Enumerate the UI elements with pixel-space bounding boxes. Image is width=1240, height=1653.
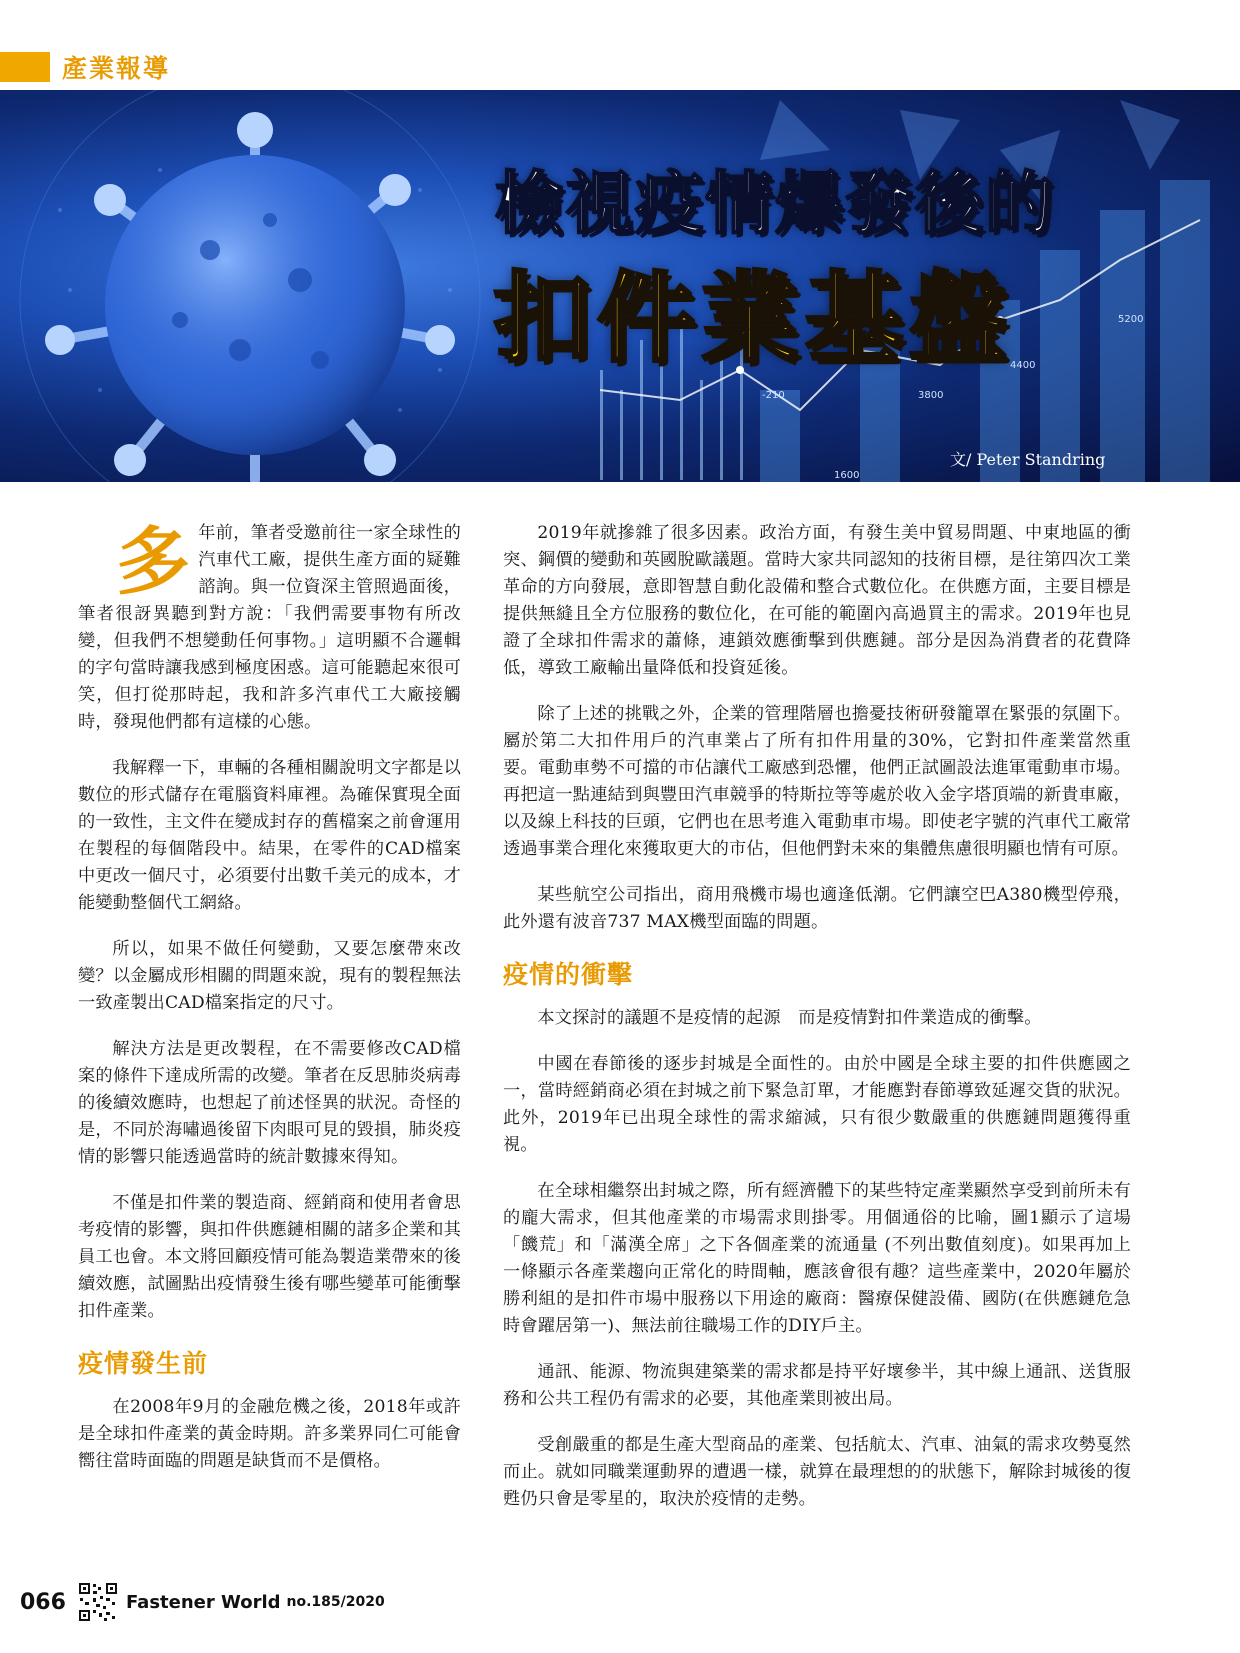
- paragraph: 在全球相繼祭出封城之際，所有經濟體下的某些特定產業顯然享受到前所未有的龐大需求，但其他產業的市場需求則掛零。用個通俗的比喻，圖1顯示了這場「饑荒」和「滿漢全席」之下各個產業的流通量 (不列出數值刻度)。如果再加上一條顯示各產業趨向正常化的時間軸，應該會很有趣？這些產業中，2020年屬於勝利組的是扣件市場中服務以下用途的廠商：醫療保健設備、國防(在供應鏈危急時會躍居第一)、無法前往職場工作的DIY戶主。: [503, 1181, 1131, 1336]
- hero-banner: [0, 90, 1240, 482]
- section-tag-bar: [0, 52, 50, 82]
- chart-label: -210: [762, 390, 785, 401]
- chart-label: 1600: [834, 470, 860, 481]
- page-number: 066: [20, 1589, 66, 1615]
- section-tag: [0, 50, 170, 84]
- paragraph: 2019年就摻雜了很多因素。政治方面，有發生美中貿易問題、中東地區的衝突、鋼價的變動和英國脫歐議題。當時大家共同認知的技術目標，是往第四次工業革命的方向發展，意即智慧自動化設備和整合式數位化。在供應方面，主要目標是提供無縫且全方位服務的數位化，在可能的範圍內高過買主的需求。2019年也見證了全球扣件需求的蕭條，連鎖效應衝擊到供應鏈。部分是因為消費者的花費降低，導致工廠輸出量降低和投資延後。: [503, 523, 1131, 678]
- right-column: [503, 520, 1131, 1532]
- qr-code-icon[interactable]: [78, 1582, 118, 1622]
- section-heading-impact: 疫情的衝擊: [503, 960, 634, 989]
- paragraph: 除了上述的挑戰之外，企業的管理階層也擔憂技術研發籠罩在緊張的氛圍下。屬於第二大扣件用戶的汽車業占了所有扣件用量的30%，它對扣件產業當然重要。電動車勢不可擋的市佔讓代工廠感到恐懼，他們正試圖設法進軍電動車市場。再把這一點連結到與豐田汽車競爭的特斯拉等等處於收入金字塔頂端的新貴車廠，以及線上科技的巨頭，它們也在思考進入電動車市場。即使老字號的汽車代工廠常透過事業合理化來獲取更大的市佔，但他們對未來的集體焦慮很明顯也情有可原。: [503, 704, 1131, 859]
- left-column: [78, 520, 461, 1494]
- chart-label: 4400: [1010, 360, 1036, 371]
- paragraph: 不僅是扣件業的製造商、經銷商和使用者會思考疫情的影響，與扣件供應鏈相關的諸多企業和其員工也會。本文將回顧疫情可能為製造業帶來的後續效應，試圖點出疫情發生後有哪些變革可能衝擊扣件產業。: [78, 1193, 461, 1321]
- section-label: 產業報導: [62, 54, 171, 83]
- intro-paragraph: [78, 520, 461, 736]
- paragraph-text: 年前，筆者受邀前往一家全球性的汽車代工廠，提供生產方面的疑難諮詢。與一位資深主管照過面後，筆者很訝異聽到對方說：「我們需要事物有所改變，但我們不想變動任何事物。」這明顯不合邏輯的字句當時讓我感到極度困惑。這可能聽起來很可笑，但打從那時起，我和許多汽車代工大廠接觸時，發現他們都有這樣的心態。: [78, 523, 461, 732]
- chart-label: 3800: [918, 390, 944, 401]
- paragraph: 解決方法是更改製程，在不需要修改CAD檔案的條件下達成所需的改變。筆者在反思肺炎病毒的後續效應時，也想起了前述怪異的狀況。奇怪的是，不同於海嘯過後留下肉眼可見的毀損，肺炎疫情的影響只能透過當時的統計數據來得知。: [78, 1039, 461, 1167]
- dropcap: 多: [116, 519, 191, 605]
- paragraph: 我解釋一下，車輛的各種相關說明文字都是以數位的形式儲存在電腦資料庫裡。為確保實現全面的一致性，主文件在變成封存的舊檔案之前會運用在製程的每個階段中。結果，在零件的CAD檔案中更改一個尺寸，必須要付出數千美元的成本，才能變動整個代工網絡。: [78, 758, 461, 913]
- paragraph: 本文探討的議題不是疫情的起源 而是疫情對扣件業造成的衝擊。: [537, 1008, 1042, 1028]
- chart-label: 5200: [1118, 314, 1144, 325]
- paragraph: 通訊、能源、物流與建築業的需求都是持平好壞參半，其中線上通訊、送貨服務和公共工程仍有需求的必要，其他產業則被出局。: [503, 1362, 1131, 1409]
- paragraph: 中國在春節後的逐步封城是全面性的。由於中國是全球主要的扣件供應國之一，當時經銷商必須在封城之前下緊急訂單，才能應對春節導致延遲交貨的狀況。此外，2019年已出現全球性的需求縮減，只有很少數嚴重的供應鏈問題獲得重視。: [503, 1054, 1131, 1155]
- issue-number: no.185/2020: [286, 1594, 385, 1610]
- magazine-name: Fastener World: [125, 1591, 281, 1613]
- title-line-2: 扣件業基盤: [493, 262, 1014, 376]
- paragraph: 在2008年9月的金融危機之後，2018年或許是全球扣件產業的黃金時期。許多業界同仁可能會嚮往當時面臨的問題是缺貨而不是價格。: [78, 1397, 461, 1471]
- paragraph: 所以，如果不做任何變動，又要怎麼帶來改變？以金屬成形相關的問題來說，現有的製程無法一致產製出CAD檔案指定的尺寸。: [78, 939, 461, 1013]
- byline: 文/ Peter Standring: [950, 450, 1106, 469]
- paragraph: 某些航空公司指出，商用飛機市場也適逢低潮。它們讓空巴A380機型停飛，此外還有波音737 MAX機型面臨的問題。: [503, 885, 1131, 932]
- title-line-1: 檢視疫情爆發後的: [495, 165, 1056, 244]
- section-heading-before: 疫情發生前: [78, 1349, 209, 1378]
- footer: [20, 1582, 385, 1622]
- paragraph: 受創嚴重的都是生產大型商品的產業、包括航太、汽車、油氣的需求攻勢戛然而止。就如同職業運動界的遭遇一樣，就算在最理想的的狀態下，解除封城後的復甦仍只會是零星的，取決於疫情的走勢。: [503, 1435, 1131, 1509]
